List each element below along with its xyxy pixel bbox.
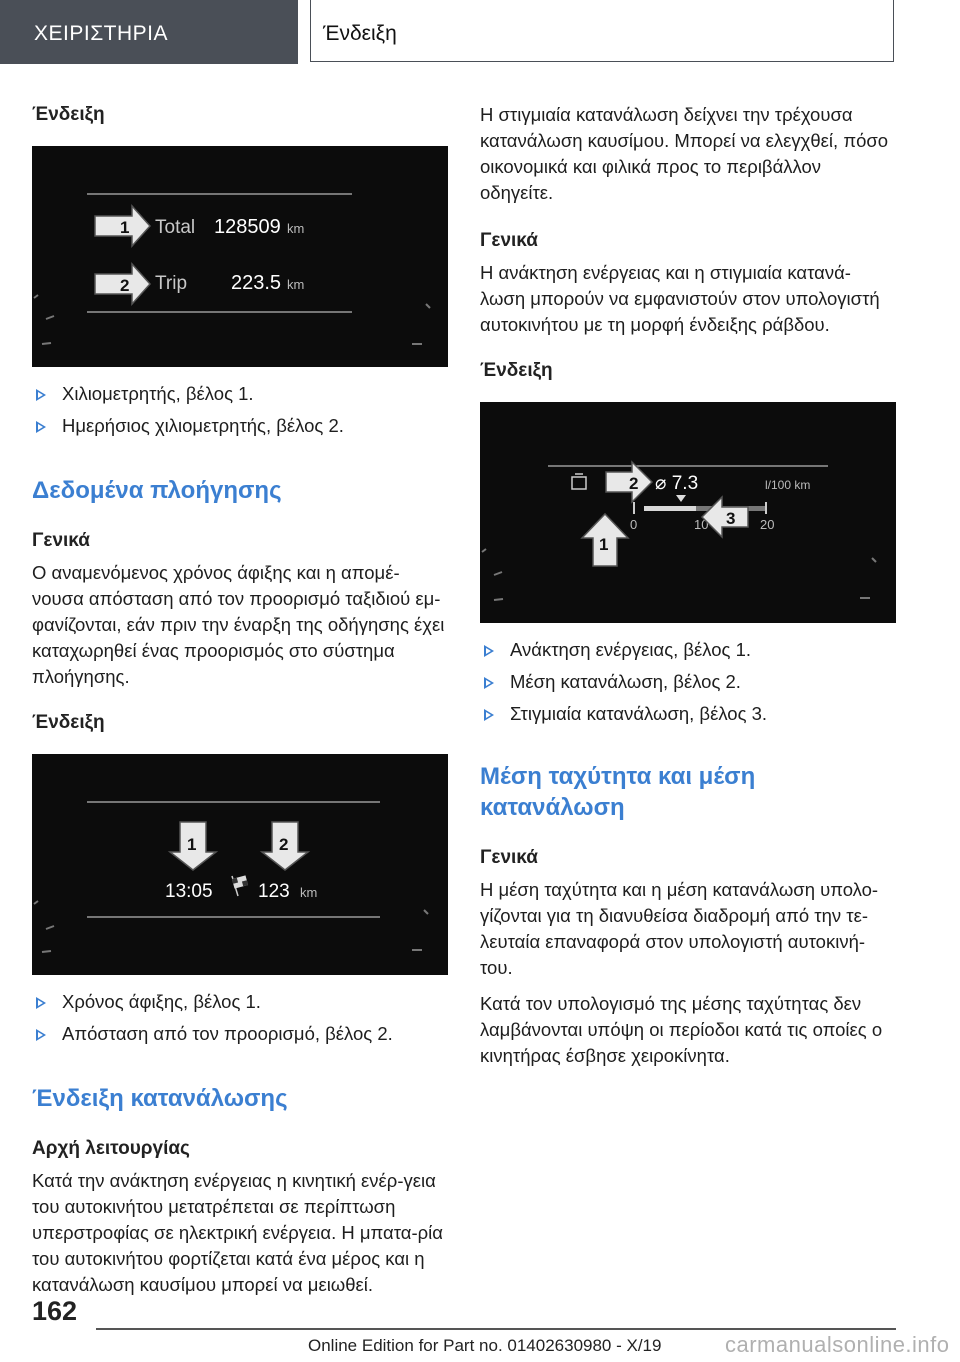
left-column	[32, 100, 448, 1298]
bullet-odometer	[32, 381, 448, 407]
cons-arrow1-number: 1	[599, 535, 609, 554]
odo-total-label: Total	[155, 217, 196, 238]
display-heading: Ένδειξη	[32, 712, 105, 733]
bullet-triangle-icon	[36, 997, 46, 1009]
nav-arrow2-number: 2	[279, 835, 289, 854]
general-paragraph: Η ανάκτηση ενέργειας και η στιγμιαία κατανά-λωση μπορούν να εμφανιστούν στον υπολογιστή αυτοκινήτου με τη μορφή ένδειξης ράβδου.	[480, 262, 880, 335]
bullet-instant-consumption	[480, 701, 896, 727]
avg-speed-paragraph-2: Κατά τον υπολογισμό της μέσης ταχύτητας δεν λαμβάνονται υπόψη οι περίοδοι κατά τις οποίες ο κινητήρας έσβησε χειροκίνητα.	[480, 993, 883, 1066]
bullet-trip	[32, 413, 448, 439]
general-subheading: Γενικά	[480, 230, 538, 251]
page-number: 162	[32, 1296, 78, 1326]
odometer-image	[32, 146, 448, 367]
bullet-distance	[32, 1021, 448, 1047]
scale-tick-10: 10	[694, 517, 709, 532]
odo-arrow1-number: 1	[120, 218, 130, 237]
bullet-text: Χρόνος άφιξης, βέλος 1.	[62, 991, 261, 1012]
avg-speed-paragraph-1: Η μέση ταχύτητα και η μέση κατανάλωση υπολο-γίζονται για τη διανυθείσα διαδρομή από την τε-λευταία επαναφορά στον υπολογιστή αυτοκινή-του.	[480, 879, 879, 978]
bullet-triangle-icon	[484, 677, 494, 689]
bullet-triangle-icon	[484, 709, 494, 721]
nav-distance: 123	[258, 881, 290, 902]
chapter-title: Ένδειξη	[323, 22, 397, 45]
scale-tick-20: 20	[760, 517, 775, 532]
bullet-text: Απόσταση από τον προορισμό, βέλος 2.	[62, 1023, 393, 1044]
consumption-paragraph: Κατά την ανάκτηση ενέργειας η κινητική ενέρ-γεια του αυτοκινήτου μετατρέπεται σε περίπτωση υπερστροφίας σε ηλεκτρική ενέργεια. Η μπατα-ρία του αυτοκινήτου φορτίζεται κατά ένα μέρος και η κατανάλωση καυσίμου μπορεί να μειωθεί.	[32, 1170, 443, 1295]
bullet-triangle-icon	[484, 645, 494, 657]
bullet-triangle-icon	[36, 389, 46, 401]
general-subheading: Γενικά	[32, 530, 90, 551]
chapter-tab	[310, 0, 894, 62]
section-tab	[0, 0, 298, 64]
odo-trip-label: Trip	[155, 273, 188, 294]
odometer-illustration	[32, 146, 448, 367]
display-heading: Ένδειξη	[480, 360, 553, 381]
nav-arrow1-number: 1	[187, 835, 197, 854]
right-column	[480, 100, 896, 1069]
nav-arrival-time: 13:05	[165, 881, 213, 902]
avg-consumption: ⌀ 7.3	[655, 473, 699, 494]
bullet-triangle-icon	[36, 421, 46, 433]
nav-distance-unit: km	[300, 885, 318, 900]
bullet-text: Στιγμιαία κατανάλωση, βέλος 3.	[510, 703, 768, 724]
section-consumption-display: Ένδειξη κατανάλωσης	[32, 1085, 288, 1112]
odo-arrow2-number: 2	[120, 276, 130, 295]
bullet-energy-recovery	[480, 637, 896, 663]
watermark: carmanualsonline.info	[725, 1332, 950, 1357]
footer-divider	[96, 1328, 896, 1330]
odo-total-value: 128509	[214, 216, 281, 238]
section-avg-speed: Μέση ταχύτητα και μέση κατανάλωση	[480, 763, 756, 821]
odo-trip-unit: km	[287, 277, 305, 292]
display-heading: Ένδειξη	[32, 104, 105, 125]
navigation-image	[32, 754, 448, 975]
odo-total-unit: km	[287, 221, 305, 236]
bullet-avg-consumption	[480, 669, 896, 695]
bullet-text: Ημερήσιος χιλιομετρητής, βέλος 2.	[62, 415, 344, 436]
consumption-illustration	[480, 402, 896, 623]
bullet-text: Μέση κατανάλωση, βέλος 2.	[510, 671, 741, 692]
footer-edition: Online Edition for Part no. 01402630980 - X/19	[308, 1336, 662, 1355]
navigation-illustration	[32, 754, 448, 975]
page-header	[0, 0, 960, 64]
consumption-image	[480, 402, 896, 623]
cons-arrow2-number: 2	[629, 474, 639, 493]
principle-subheading: Αρχή λειτουργίας	[32, 1138, 190, 1159]
section-title: ΧΕΙΡΙΣΤΗΡΙΑ	[34, 22, 169, 45]
section-navigation-data: Δεδομένα πλοήγησης	[32, 477, 282, 504]
navigation-paragraph: Ο αναμενόμενος χρόνος άφιξης και η απομέ-νουσα απόσταση από τον προορισμό ταξιδιού εμ-φανίζονται, εάν πριν την έναρξη της οδήγησης έχει καταχωρηθεί ένας προορισμός στο σύστημα πλοήγησης.	[32, 562, 445, 687]
instant-consumption-paragraph: Η στιγμιαία κατανάλωση δείχνει την τρέχουσα κατανάλωση καυσίμου. Μπορεί να ελεγχθεί, πόσο οικονομικά και φιλικά προς το περιβάλλον οδηγείτε.	[480, 104, 889, 203]
odo-trip-value: 223.5	[231, 272, 282, 294]
bullet-triangle-icon	[36, 1029, 46, 1041]
general-subheading: Γενικά	[480, 847, 538, 868]
bullet-text: Ανάκτηση ενέργειας, βέλος 1.	[510, 639, 752, 660]
bullet-arrival-time	[32, 989, 448, 1015]
consumption-unit: l/100 km	[765, 478, 811, 492]
scale-tick-0: 0	[630, 517, 638, 532]
bullet-text: Χιλιομετρητής, βέλος 1.	[62, 383, 254, 404]
cons-arrow3-number: 3	[726, 509, 736, 528]
